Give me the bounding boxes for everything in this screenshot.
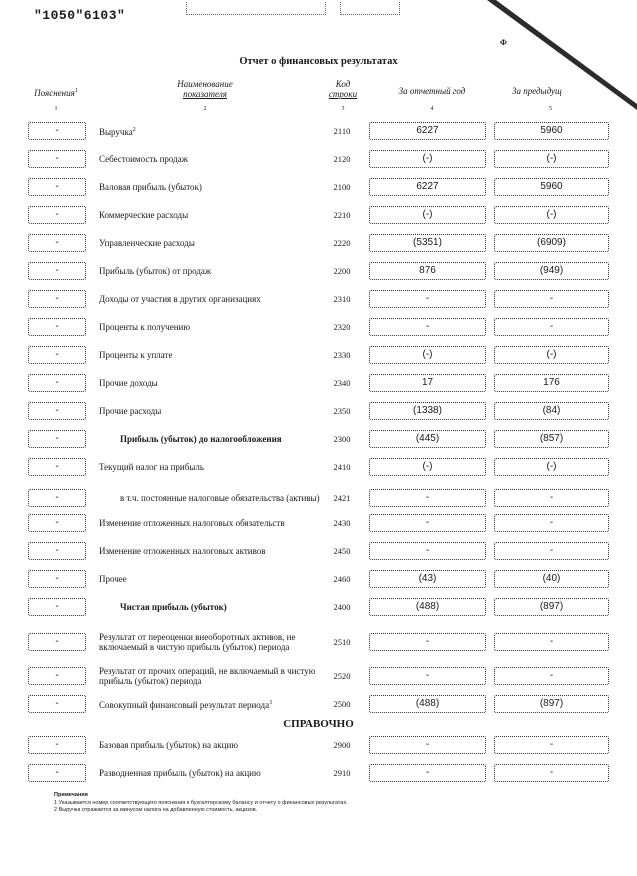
footnote-2: 2 Выручка отражается за минусом налога на добавленную стоимость, акцизов. bbox=[54, 807, 258, 813]
indicator-label: Изменение отложенных налоговых активов bbox=[99, 546, 266, 556]
previous-year-value: (-) bbox=[494, 346, 609, 364]
current-year-value: - bbox=[369, 633, 486, 651]
indicator-name bbox=[99, 736, 327, 754]
form-mark: Ф bbox=[500, 38, 507, 47]
note-cell: - bbox=[28, 764, 86, 782]
table-row bbox=[0, 764, 637, 784]
current-year-value: (1338) bbox=[369, 402, 486, 420]
indicator-name bbox=[99, 318, 327, 336]
previous-year-value: - bbox=[494, 667, 609, 685]
line-code: 2350 bbox=[333, 406, 351, 416]
line-code: 2520 bbox=[333, 671, 351, 681]
table-row bbox=[0, 178, 637, 198]
indicator-name bbox=[99, 402, 327, 420]
current-year-value: 876 bbox=[369, 262, 486, 280]
line-code: 2100 bbox=[333, 182, 351, 192]
indicator-name bbox=[99, 633, 327, 651]
note-cell: - bbox=[28, 374, 86, 392]
table-row bbox=[0, 489, 637, 509]
column-number: 2 bbox=[203, 106, 207, 112]
table-row bbox=[0, 206, 637, 226]
line-code: 2340 bbox=[333, 378, 351, 388]
header-name: Наименование показателя bbox=[177, 79, 233, 99]
barcode-field-2 bbox=[340, 2, 400, 15]
previous-year-value: (-) bbox=[494, 150, 609, 168]
table-row bbox=[0, 122, 637, 142]
indicator-name bbox=[99, 234, 327, 252]
previous-year-value: (-) bbox=[494, 206, 609, 224]
line-code: 2400 bbox=[333, 602, 351, 612]
barcode-field bbox=[186, 2, 326, 15]
table-row bbox=[0, 262, 637, 282]
current-year-value: (43) bbox=[369, 570, 486, 588]
line-code: 2220 bbox=[333, 238, 351, 248]
current-year-value: - bbox=[369, 489, 486, 507]
line-code: 2200 bbox=[333, 266, 351, 276]
table-row bbox=[0, 374, 637, 394]
note-cell: - bbox=[28, 598, 86, 616]
indicator-label: Валовая прибыль (убыток) bbox=[99, 182, 202, 192]
indicator-label: Выручка bbox=[99, 127, 133, 137]
table-row bbox=[0, 598, 637, 618]
column-number: 3 bbox=[341, 106, 345, 112]
indicator-label: Проценты к получению bbox=[99, 322, 191, 332]
current-year-value: (445) bbox=[369, 430, 486, 448]
table-row bbox=[0, 458, 637, 478]
previous-year-value: 176 bbox=[494, 374, 609, 392]
table-row bbox=[0, 542, 637, 562]
indicator-label: Управленческие расходы bbox=[99, 238, 195, 248]
note-cell: - bbox=[28, 667, 86, 685]
note-cell: - bbox=[28, 570, 86, 588]
footnote-ref: 2 bbox=[132, 127, 136, 133]
table-row bbox=[0, 514, 637, 534]
note-cell: - bbox=[28, 290, 86, 308]
line-code: 2910 bbox=[333, 768, 351, 778]
table-row bbox=[0, 402, 637, 422]
indicator-label: Результат от прочих операций, не включаемый в чистую прибыль (убыток) периода bbox=[99, 666, 316, 686]
note-cell: - bbox=[28, 346, 86, 364]
indicator-name bbox=[99, 346, 327, 364]
indicator-label: Доходы от участия в других организациях bbox=[99, 294, 261, 304]
footnotes-heading: Примечания bbox=[54, 792, 88, 798]
footnote-ref: 3 bbox=[269, 700, 273, 706]
line-code: 2410 bbox=[333, 462, 351, 472]
table-row bbox=[0, 570, 637, 590]
header-current-year: За отчетный год bbox=[398, 86, 466, 96]
indicator-name bbox=[99, 695, 327, 713]
note-cell: - bbox=[28, 542, 86, 560]
indicator-label: Прочие доходы bbox=[99, 378, 158, 388]
current-year-value: (-) bbox=[369, 458, 486, 476]
table-row bbox=[0, 318, 637, 338]
previous-year-value: - bbox=[494, 514, 609, 532]
line-code: 2310 bbox=[333, 294, 351, 304]
note-cell: - bbox=[28, 318, 86, 336]
line-code: 2330 bbox=[333, 350, 351, 360]
line-code: 2210 bbox=[333, 210, 351, 220]
line-code: 2460 bbox=[333, 574, 351, 584]
indicator-name bbox=[99, 764, 327, 782]
previous-year-value: (6909) bbox=[494, 234, 609, 252]
note-cell: - bbox=[28, 736, 86, 754]
previous-year-value: (84) bbox=[494, 402, 609, 420]
indicator-name bbox=[99, 206, 327, 224]
indicator-name bbox=[99, 150, 327, 168]
indicator-label: Прибыль (убыток) от продаж bbox=[99, 266, 212, 276]
indicator-name bbox=[99, 542, 327, 560]
table-row bbox=[0, 667, 637, 687]
header-notes: Пояснения$^1$ bbox=[34, 88, 78, 98]
indicator-label: Совокупный финансовый результат периода bbox=[99, 700, 270, 710]
footnotes bbox=[54, 792, 348, 815]
indicator-name bbox=[99, 122, 327, 140]
indicator-name bbox=[99, 667, 327, 685]
indicator-label: Прочие расходы bbox=[99, 406, 162, 416]
table-row bbox=[0, 234, 637, 254]
previous-year-value: (40) bbox=[494, 570, 609, 588]
current-year-value: - bbox=[369, 318, 486, 336]
line-code: 2120 bbox=[333, 154, 351, 164]
line-code: 2510 bbox=[333, 637, 351, 647]
previous-year-value: 5960 bbox=[494, 178, 609, 196]
previous-year-value: - bbox=[494, 489, 609, 507]
current-year-value: 6227 bbox=[369, 122, 486, 140]
current-year-value: (-) bbox=[369, 150, 486, 168]
previous-year-value: - bbox=[494, 764, 609, 782]
table-row bbox=[0, 290, 637, 310]
indicator-label: Прибыль (убыток) до налогообложения bbox=[120, 434, 282, 444]
current-year-value: (488) bbox=[369, 598, 486, 616]
document-code: "1050"6103" bbox=[34, 8, 126, 23]
line-code: 2500 bbox=[333, 699, 351, 709]
line-code: 2430 bbox=[333, 518, 351, 528]
previous-year-value: (897) bbox=[494, 598, 609, 616]
previous-year-value: (857) bbox=[494, 430, 609, 448]
indicator-label: в т.ч. постоянные налоговые обязательства (активы) bbox=[120, 493, 320, 503]
current-year-value: - bbox=[369, 764, 486, 782]
indicator-name bbox=[120, 430, 348, 448]
current-year-value: (488) bbox=[369, 695, 486, 713]
indicator-name bbox=[99, 178, 327, 196]
column-number: 1 bbox=[54, 106, 58, 112]
current-year-value: - bbox=[369, 736, 486, 754]
previous-year-value: - bbox=[494, 318, 609, 336]
indicator-name bbox=[99, 570, 327, 588]
header-code: Код строки bbox=[328, 79, 358, 99]
current-year-value: - bbox=[369, 290, 486, 308]
indicator-label: Результат от переоценки внеоборотных активов, не включаемый в чистую прибыль (убыток) периода bbox=[99, 632, 296, 652]
note-cell: - bbox=[28, 633, 86, 651]
indicator-label: Проценты к уплате bbox=[99, 350, 173, 360]
indicator-label: Разводненная прибыль (убыток) на акцию bbox=[99, 768, 261, 778]
current-year-value: - bbox=[369, 542, 486, 560]
previous-year-value: - bbox=[494, 736, 609, 754]
column-number: 5 bbox=[549, 106, 552, 112]
previous-year-value: 5960 bbox=[494, 122, 609, 140]
current-year-value: (5351) bbox=[369, 234, 486, 252]
indicator-name bbox=[99, 458, 327, 476]
previous-year-value: (949) bbox=[494, 262, 609, 280]
line-code: 2900 bbox=[333, 740, 351, 750]
note-cell: - bbox=[28, 458, 86, 476]
note-cell: - bbox=[28, 262, 86, 280]
table-row bbox=[0, 695, 637, 715]
column-number: 4 bbox=[430, 106, 434, 112]
current-year-value: - bbox=[369, 514, 486, 532]
note-cell: - bbox=[28, 695, 86, 713]
current-year-value: - bbox=[369, 667, 486, 685]
indicator-label: Себестоимость продаж bbox=[99, 154, 188, 164]
note-cell: - bbox=[28, 150, 86, 168]
note-cell: - bbox=[28, 122, 86, 140]
line-code: 2421 bbox=[333, 493, 351, 503]
page-title: Отчет о финансовых результатах bbox=[239, 56, 398, 67]
indicator-label: Коммерческие расходы bbox=[99, 210, 189, 220]
indicator-name bbox=[99, 514, 327, 532]
note-cell: - bbox=[28, 489, 86, 507]
table-row bbox=[0, 346, 637, 366]
line-code: 2320 bbox=[333, 322, 351, 332]
table-row bbox=[0, 736, 637, 756]
footnote-1: 1 Указывается номер соответствующего пояснения к бухгалтерскому балансу и отчету о финансовых результатах. bbox=[54, 799, 348, 806]
note-cell: - bbox=[28, 206, 86, 224]
previous-year-value: - bbox=[494, 542, 609, 560]
indicator-label: Базовая прибыль (убыток) на акцию bbox=[99, 740, 239, 750]
indicator-label: Изменение отложенных налоговых обязательств bbox=[99, 518, 285, 528]
previous-year-value: (-) bbox=[494, 458, 609, 476]
line-code: 2110 bbox=[333, 126, 351, 136]
table-row bbox=[0, 430, 637, 450]
indicator-label: Текущий налог на прибыль bbox=[99, 462, 204, 472]
table-row bbox=[0, 633, 637, 653]
indicator-name bbox=[120, 489, 348, 507]
indicator-name bbox=[99, 290, 327, 308]
indicator-name bbox=[99, 374, 327, 392]
section-title: СПРАВОЧНО bbox=[283, 718, 354, 730]
note-cell: - bbox=[28, 178, 86, 196]
table-row bbox=[0, 150, 637, 170]
current-year-value: 17 bbox=[369, 374, 486, 392]
current-year-value: (-) bbox=[369, 346, 486, 364]
note-cell: - bbox=[28, 430, 86, 448]
previous-year-value: - bbox=[494, 633, 609, 651]
note-cell: - bbox=[28, 402, 86, 420]
current-year-value: (-) bbox=[369, 206, 486, 224]
note-cell: - bbox=[28, 514, 86, 532]
indicator-label: Прочее bbox=[99, 574, 127, 584]
indicator-name bbox=[120, 598, 348, 616]
line-code: 2450 bbox=[333, 546, 351, 556]
indicator-label: Чистая прибыль (убыток) bbox=[120, 602, 227, 612]
previous-year-value: (897) bbox=[494, 695, 609, 713]
indicator-name bbox=[99, 262, 327, 280]
previous-year-value: - bbox=[494, 290, 609, 308]
header-previous-year: За предыдущ bbox=[512, 86, 562, 96]
note-cell: - bbox=[28, 234, 86, 252]
line-code: 2300 bbox=[333, 434, 351, 444]
current-year-value: 6227 bbox=[369, 178, 486, 196]
